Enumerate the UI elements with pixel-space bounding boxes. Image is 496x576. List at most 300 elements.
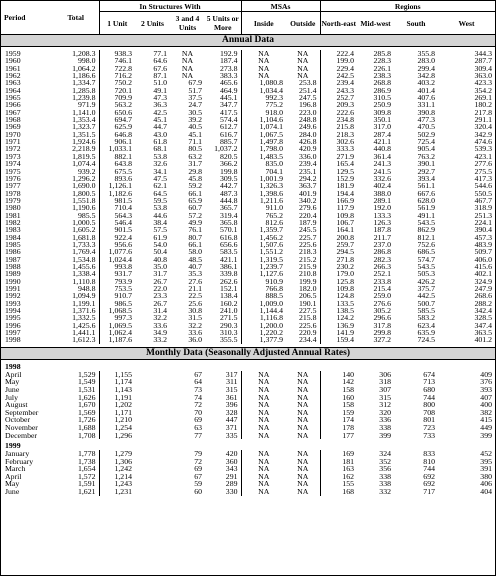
cell-period: 1970 [5, 129, 21, 139]
cell-mw: 317.8 [373, 320, 391, 330]
cell-u5: 361 [225, 392, 238, 402]
cell-south: 505.3 [417, 269, 435, 279]
cell-u34: 73 [194, 384, 202, 394]
cell-mw: 215.4 [373, 284, 391, 293]
cell-inside: 775.2 [241, 101, 286, 108]
cell-total: 1,551.8 [72, 195, 96, 205]
cell-south: 390.1 [417, 159, 435, 169]
cell-inside: 1,116.8 [241, 314, 286, 321]
cell-south: 342.8 [417, 71, 435, 81]
cell-inside: NA [241, 432, 286, 440]
cell-u2 [135, 450, 170, 458]
cell-u1: 1,231 [99, 488, 135, 496]
cell-period: January [5, 449, 30, 459]
cell-mw: 352 [379, 456, 391, 466]
cell-u2: 57.5 [153, 225, 167, 235]
cell-u2: 62.1 [153, 181, 167, 191]
cell-u5: 311 [226, 377, 238, 387]
cell-mw: 421.1 [373, 137, 391, 147]
cell-west: 224.1 [474, 217, 492, 227]
cell-u1: 1,069.5 [99, 322, 135, 329]
cell-u5: 273.8 [219, 63, 238, 73]
cell-west: 376 [480, 377, 492, 387]
cell-u1: 753.5 [99, 285, 135, 292]
cell-west: 404 [480, 487, 492, 497]
cell-south: 674 [423, 369, 435, 379]
cell-outside: 225.6 [298, 239, 317, 249]
cell-u34: 69 [194, 415, 202, 425]
cell-outside: 340.2 [298, 195, 317, 205]
cell-total: 1,239.8 [72, 93, 96, 103]
cell-outside: 251.4 [298, 85, 317, 95]
header-three-four-units: 3 and 4 Units [170, 12, 205, 35]
cell-u5: 339.8 [219, 269, 238, 279]
cell-period: February [5, 456, 34, 466]
cell-total: 1,296.2 [72, 173, 96, 183]
cell-inside: 1,319.5 [241, 256, 286, 263]
cell-u5: 262.6 [219, 276, 238, 286]
cell-ne: 155 [320, 480, 357, 488]
cell-outside: 401.9 [298, 188, 317, 198]
cell-south: 331.1 [417, 100, 435, 110]
cell-west: 277.6 [474, 159, 492, 169]
cell-u34: 48.5 [188, 254, 202, 264]
cell-u1: 1,068.5 [99, 307, 135, 314]
cell-outside: NA [297, 407, 309, 417]
cell-outside: 190.1 [298, 298, 317, 308]
cell-u1: 1,155 [99, 371, 135, 379]
cell-total: 1,186.6 [72, 71, 96, 81]
cell-ne: 158 [320, 386, 357, 394]
header-northeast: North-east [320, 12, 357, 35]
cell-mw: 320 [379, 407, 391, 417]
cell-south: 561.1 [417, 181, 435, 191]
cell-west: 400 [480, 400, 492, 410]
cell-u5: 192.9 [219, 49, 238, 58]
cell-mw: 286.8 [373, 247, 391, 257]
header-one-unit: 1 Unit [99, 12, 135, 35]
cell-u34: 51.7 [188, 85, 202, 95]
cell-u34: 65.9 [188, 195, 202, 205]
cell-outside: 187.9 [298, 217, 317, 227]
cell-u5: 335 [225, 430, 238, 440]
cell-mw: 332 [379, 487, 391, 497]
cell-u2: 34.9 [153, 328, 167, 338]
cell-total: 1,924.6 [72, 137, 96, 147]
cell-outside: NA [297, 400, 309, 410]
cell-u34: 71.1 [188, 137, 202, 147]
cell-mw: 226.1 [373, 63, 391, 73]
cell-inside: 910.9 [241, 278, 286, 285]
cell-u34: 66.1 [188, 239, 202, 249]
cell-west: 423.1 [474, 151, 492, 161]
cell-mw: 324 [379, 449, 391, 459]
cell-u2 [135, 371, 170, 379]
cell-u5: 328 [225, 407, 238, 417]
cell-ne: 229.4 [320, 65, 357, 72]
cell-u34: 66.1 [188, 188, 202, 198]
cell-ne: 181 [320, 458, 357, 466]
cell-total: 1,531 [77, 384, 96, 394]
cell-total: 1,733.3 [72, 239, 96, 249]
cell-outside: NA [297, 422, 309, 432]
cell-outside: NA [297, 392, 309, 402]
cell-u1: 1,024.4 [99, 256, 135, 263]
cell-total: 1,612.3 [72, 335, 96, 345]
cell-u5: 317 [225, 369, 238, 379]
cell-ne: 125.8 [320, 278, 357, 285]
cell-u34: 45.1 [188, 129, 202, 139]
cell-total: 1,726 [77, 415, 96, 425]
cell-mw: 356 [379, 464, 391, 474]
cell-period: 1993 [5, 298, 21, 308]
cell-u34: 27.6 [188, 276, 202, 286]
cell-total: 1,690.0 [72, 181, 96, 191]
cell-ne: 168 [320, 488, 357, 496]
cell-mw: 252.1 [373, 269, 391, 279]
cell-inside: NA [241, 50, 286, 57]
cell-south: 692 [423, 479, 435, 489]
header-total: Total [67, 13, 85, 22]
cell-ne: 159 [320, 409, 357, 417]
cell-total: 1,738 [77, 456, 96, 466]
cell-u5: 160.2 [219, 298, 238, 308]
cell-inside: 918.0 [241, 109, 286, 116]
cell-outside: 426.8 [298, 137, 317, 147]
cell-u34: 35.3 [188, 269, 202, 279]
cell-period: 1967 [5, 107, 21, 117]
cell-outside: 215.8 [298, 313, 317, 323]
cell-west: 417.3 [474, 173, 492, 183]
cell-u1: 1,254 [99, 424, 135, 432]
cell-ne: 165.4 [320, 160, 357, 167]
cell-u5: 138.4 [219, 291, 238, 301]
cell-total: 1,371.6 [72, 306, 96, 316]
cell-mw: 361.4 [373, 151, 391, 161]
cell-south: 628.0 [417, 195, 435, 205]
cell-outside: 284.0 [298, 129, 317, 139]
cell-u2: 33.2 [153, 335, 167, 345]
cell-u1: 1,033.1 [99, 145, 135, 152]
cell-period: 1975 [5, 166, 21, 176]
cell-u1: 650.6 [99, 109, 135, 116]
cell-u34: 57.2 [188, 210, 202, 220]
cell-total: 939.2 [77, 166, 96, 176]
cell-mw: 309.8 [373, 107, 391, 117]
cell-u1: 1,210 [99, 416, 135, 424]
cell-u2: 53.8 [153, 151, 167, 161]
cell-south: 800 [423, 400, 435, 410]
cell-mw: 238.3 [373, 71, 391, 81]
cell-west: 467.7 [474, 195, 492, 205]
cell-ne: 117.9 [320, 204, 357, 211]
cell-u34: 30.8 [188, 306, 202, 316]
cell-west: 363.5 [474, 328, 492, 338]
cell-inside: NA [241, 409, 286, 417]
cell-outside: NA [297, 377, 309, 387]
cell-period: 1971 [5, 137, 21, 147]
cell-mw: 317.0 [373, 122, 391, 132]
cell-inside: 1,398.6 [241, 190, 286, 197]
annual-data-banner: Annual Data [1, 35, 495, 47]
cell-ne: 158 [320, 401, 357, 409]
cell-u2: 59.5 [153, 195, 167, 205]
cell-total: 1,534.8 [72, 254, 96, 264]
cell-west: 269.1 [474, 93, 492, 103]
cell-ne: 138.5 [320, 307, 357, 314]
cell-ne: 209.3 [320, 101, 357, 108]
cell-mw: 318 [379, 377, 391, 387]
cell-period: May [5, 479, 20, 489]
cell-inside: NA [241, 72, 286, 79]
cell-u34: 67 [194, 369, 202, 379]
cell-outside: 247.5 [298, 93, 317, 103]
cell-u1: 675.5 [99, 168, 135, 175]
cell-u2: 44.6 [153, 210, 167, 220]
cell-west: 509.7 [474, 247, 492, 257]
cell-west: 395 [480, 456, 492, 466]
cell-south: 812.1 [417, 232, 435, 242]
cell-inside: NA [241, 488, 286, 496]
cell-u2: 54.0 [153, 239, 167, 249]
cell-south: 477.3 [417, 115, 435, 125]
cell-total: 1,141.0 [72, 107, 96, 117]
cell-u5: 315 [225, 384, 238, 394]
cell-u2: 67.6 [153, 63, 167, 73]
cell-south: 905.4 [417, 144, 435, 154]
cell-inside: 766.8 [241, 285, 286, 292]
cell-inside: 1,497.8 [241, 138, 286, 145]
cell-u34: 21.1 [188, 284, 202, 293]
cell-total: 1,778 [77, 449, 96, 459]
cell-u5: 464.9 [219, 85, 238, 95]
cell-ne: 141.9 [320, 329, 357, 336]
cell-total: 971.9 [77, 100, 96, 110]
cell-u1: 956.6 [99, 241, 135, 248]
cell-south: 470.5 [417, 122, 435, 132]
cell-u34: 40.5 [188, 122, 202, 132]
cell-period: 1983 [5, 225, 21, 235]
cell-inside: 1,359.7 [241, 226, 286, 233]
cell-u34: 37.5 [188, 93, 202, 103]
cell-inside: 1,798.0 [241, 145, 286, 152]
cell-total: 998.0 [77, 56, 96, 66]
cell-u2: 87.1 [153, 71, 167, 81]
cell-total: 1,351.5 [72, 129, 96, 139]
cell-u5: 442.7 [219, 181, 238, 191]
cell-u1: 720.1 [99, 87, 135, 94]
cell-ne: 333.3 [320, 145, 357, 152]
cell-u1: 1,243 [99, 480, 135, 488]
cell-u5: 447 [225, 415, 238, 425]
cell-u1: 901.5 [99, 226, 135, 233]
cell-u5: 1,037.2 [214, 144, 238, 154]
cell-mw: 259.0 [373, 291, 391, 301]
cell-period: June [5, 487, 20, 497]
cell-total: 1,338.4 [72, 269, 96, 279]
cell-mw: 332.6 [373, 173, 391, 183]
cell-inside: NA [241, 465, 286, 473]
cell-west: 483.9 [474, 239, 492, 249]
cell-total: 1,800.5 [72, 188, 96, 198]
cell-u5: 343 [225, 464, 238, 474]
cell-u1: 694.7 [99, 116, 135, 123]
cell-outside: NA [297, 369, 309, 379]
cell-u34: 76.1 [188, 225, 202, 235]
cell-west: 344.3 [474, 49, 492, 58]
cell-mw: 296.6 [373, 313, 391, 323]
cell-mw: 327.2 [373, 335, 391, 345]
cell-u5: 386.1 [219, 261, 238, 271]
cell-u34: 39.2 [188, 115, 202, 125]
cell-west: 288.2 [474, 298, 492, 308]
cell-west: 247.9 [474, 284, 492, 293]
header-regions-group: Regions [320, 1, 495, 12]
cell-total: 1,621 [77, 487, 96, 497]
cell-u34: NA [181, 56, 194, 66]
cell-u2: 50.4 [153, 247, 167, 257]
cell-south: 543.5 [417, 261, 435, 271]
cell-total: 1,529 [77, 369, 96, 379]
cell-u5: 330 [225, 487, 238, 497]
cell-u2: 40.8 [153, 254, 167, 264]
cell-west: 251.3 [474, 210, 492, 220]
cell-mw: 336 [379, 415, 391, 425]
cell-u34: 69 [194, 464, 202, 474]
cell-inside: 1,080.8 [241, 79, 286, 86]
cell-south: 810 [423, 456, 435, 466]
cell-period: 1995 [5, 313, 21, 323]
cell-u1: 938.3 [99, 50, 135, 57]
cell-mw: 338 [379, 479, 391, 489]
cell-west: 415.6 [474, 261, 492, 271]
cell-west: 474.6 [474, 137, 492, 147]
cell-south: 502.9 [417, 129, 435, 139]
cell-u34: 33.6 [188, 328, 202, 338]
cell-inside: NA [241, 371, 286, 379]
cell-total: 1,064.2 [72, 63, 96, 73]
cell-total: 1,074.4 [72, 159, 96, 169]
cell-period: 1984 [5, 232, 21, 242]
cell-u5: 289 [225, 479, 238, 489]
cell-u5: 487.3 [219, 188, 238, 198]
cell-u2: 64.5 [153, 188, 167, 198]
cell-inside: 812.6 [241, 219, 286, 226]
cell-south: 692 [423, 471, 435, 481]
cell-u1: 1,191 [99, 394, 135, 402]
cell-outside: NA [297, 49, 309, 58]
cell-west: 309.4 [474, 63, 492, 73]
cell-south: 744 [423, 392, 435, 402]
cell-west: 268.6 [474, 291, 492, 301]
year-heading: 1999 [5, 441, 21, 451]
cell-total: 2,218.9 [72, 144, 96, 154]
table-row [1, 409, 495, 417]
cell-inside: 1,001.9 [241, 175, 286, 182]
cell-inside: NA [241, 57, 286, 64]
cell-u1: 1,242 [99, 465, 135, 473]
cell-period: 1990 [5, 276, 21, 286]
cell-south: 725.4 [417, 137, 435, 147]
cell-south: 583.2 [417, 313, 435, 323]
cell-total: 1,605.2 [72, 225, 96, 235]
cell-u34: 60.7 [188, 203, 202, 213]
cell-u34: 49.9 [188, 217, 202, 227]
cell-west: 415 [480, 415, 492, 425]
cell-u5: 365.8 [219, 217, 238, 227]
cell-u34: 58.0 [188, 247, 202, 257]
cell-inside: NA [241, 378, 286, 386]
cell-period: December [5, 430, 38, 440]
cell-ne: 230.2 [320, 263, 357, 270]
cell-outside: 220.9 [298, 328, 317, 338]
cell-west: 407 [480, 392, 492, 402]
cell-ne: 181.9 [320, 182, 357, 189]
cell-inside: 1,200.0 [241, 322, 286, 329]
cell-west: 402.1 [474, 269, 492, 279]
cell-u1: 993.8 [99, 263, 135, 270]
cell-u5: 885.7 [219, 137, 238, 147]
cell-u34: 40.7 [188, 261, 202, 271]
cell-ne: 242.5 [320, 72, 357, 79]
cell-u1: 722.8 [99, 65, 135, 72]
cell-u5: 417.5 [219, 107, 238, 117]
cell-outside: 210.8 [298, 269, 317, 279]
cell-ne: 252.7 [320, 94, 357, 101]
cell-mw: 282.3 [373, 254, 391, 264]
cell-u1: 564.3 [99, 212, 135, 219]
cell-inside: NA [241, 458, 286, 466]
cell-u5: 465.6 [219, 78, 238, 88]
cell-u2 [135, 394, 170, 402]
cell-inside: 1,551.2 [241, 248, 286, 255]
cell-mw: 287.4 [373, 129, 391, 139]
cell-inside: 1,239.7 [241, 263, 286, 270]
cell-inside: NA [241, 386, 286, 394]
cell-inside: 1,507.6 [241, 241, 286, 248]
cell-outside: 220.4 [298, 210, 317, 220]
cell-total: 1,208.3 [72, 49, 96, 58]
cell-west: 393 [480, 384, 492, 394]
cell-ne: 163 [320, 465, 357, 473]
cell-ne: 129.5 [320, 168, 357, 175]
cell-inside: 1,483.5 [241, 153, 286, 160]
table-row [1, 450, 495, 458]
cell-total: 1,441.1 [72, 328, 96, 338]
cell-period: 1969 [5, 122, 21, 132]
cell-u1: 546.4 [99, 219, 135, 226]
cell-ne: 259.7 [320, 241, 357, 248]
cell-total: 1,334.7 [72, 78, 96, 88]
cell-inside: NA [241, 480, 286, 488]
cell-ne: 222.6 [320, 109, 357, 116]
cell-period: 1991 [5, 284, 21, 293]
cell-period: 1973 [5, 151, 21, 161]
cell-total: 1,572 [77, 471, 96, 481]
cell-period: March [5, 464, 26, 474]
cell-ne: 162 [320, 473, 357, 481]
cell-u2 [135, 378, 170, 386]
cell-period: November [5, 422, 38, 432]
cell-total: 1,569 [77, 407, 96, 417]
header-inside: Inside [241, 12, 286, 35]
cell-u1: 1,077.6 [99, 248, 135, 255]
cell-u1: 893.6 [99, 175, 135, 182]
header-outside: Outside [286, 12, 320, 35]
cell-mw: 338 [379, 422, 391, 432]
cell-total: 1,094.9 [72, 291, 96, 301]
cell-outside: 363.7 [298, 181, 317, 191]
